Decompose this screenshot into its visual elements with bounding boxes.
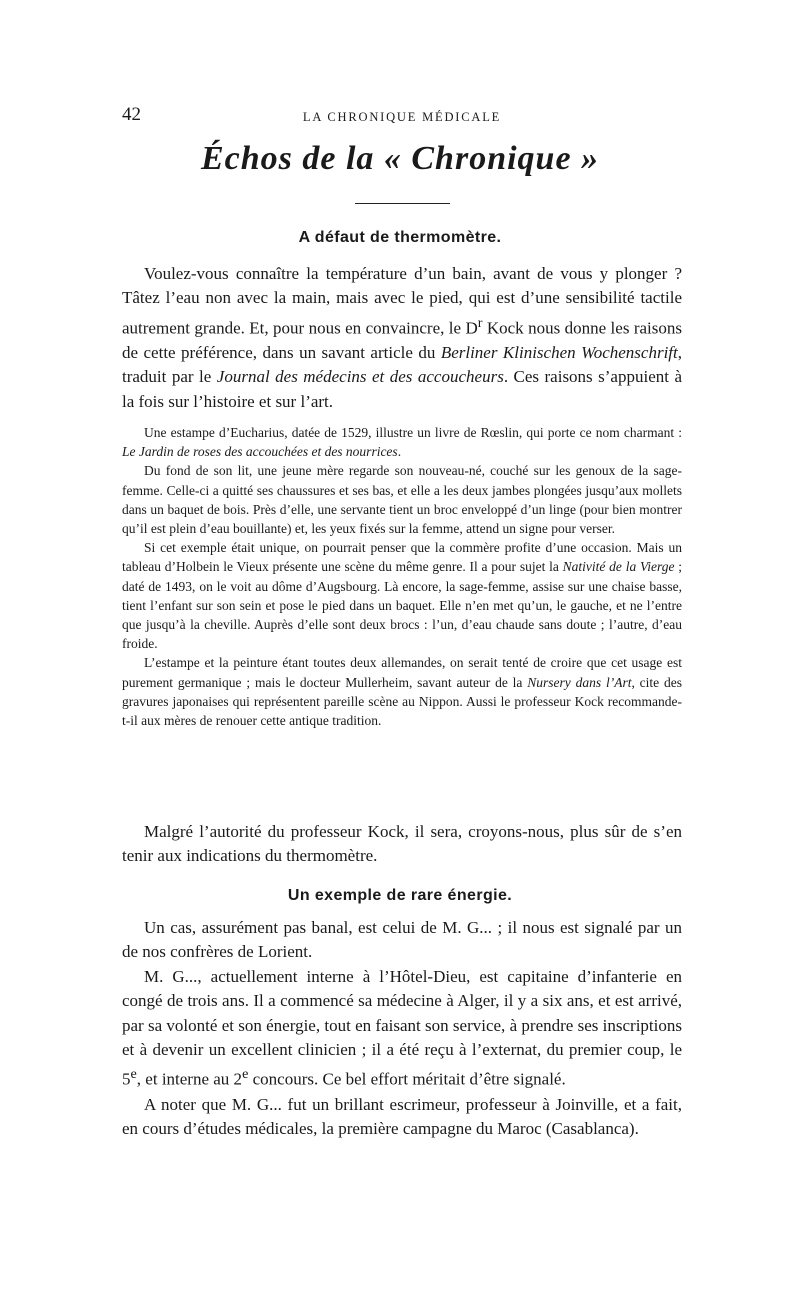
article-intro bbox=[122, 262, 682, 414]
article-body bbox=[122, 916, 682, 1141]
running-title: LA CHRONIQUE MÉDICALE bbox=[302, 110, 502, 124]
article-heading: A défaut de thermomètre. bbox=[298, 229, 502, 246]
journal-title: Berliner Klinischen Wochenschrift bbox=[440, 342, 678, 362]
text-run: Une estampe d’Eucharius, datée de 1529, illustre un livre de Rœslin, qui porte ce nom charmant : bbox=[144, 425, 682, 440]
text-run: Kock nous donne les raisons de cette préférence, dans un savant article du bbox=[122, 318, 682, 362]
text-run: concours. Ce bel effort méritait d’être signalé. bbox=[248, 1070, 566, 1090]
page-number: 42 bbox=[122, 104, 141, 125]
paragraph bbox=[122, 262, 682, 414]
paragraph bbox=[122, 538, 682, 653]
text-run: Voulez-vous connaître la température d’un bain, avant de vous y plonger ? Tâtez l’eau non avec la main, mais avec le pied, qui est d’une sensibilité tactile autrement grande. Et, pour nous en convaincre, le D bbox=[122, 264, 682, 338]
book-title: Le Jardin de roses des accouchées et des nourrices bbox=[122, 444, 398, 460]
text-run: , traduit par le bbox=[122, 342, 682, 387]
text-run: , cite des gravures japonaises qui représentent pareille scène au Nippon. Aussi le professeur Kock recommande-t-il aux mères de renouer cette antique tradition. bbox=[122, 674, 682, 729]
superscript: r bbox=[477, 314, 483, 331]
work-title: Nursery dans l’Art bbox=[527, 674, 632, 690]
text-run: , et interne au 2 bbox=[136, 1070, 243, 1090]
paragraph: Du fond de son lit, une jeune mère regarde son nouveau-né, couché sur les genoux de la sage-femme. Celle-ci a quitté ses chaussures et ses bas, et elle a les deux jambes plongées jusqu’aux mollets dans un baquet de bois. Près d’elle, une servante tient un broc enveloppé d’un linge (pour bien montrer qu’il est plein d’eau bouillante) et, les yeux fixés sur la femme, attend un signe pour verser. bbox=[122, 463, 682, 537]
paragraph: A noter que M. G... fut un brillant escrimeur, professeur à Joinville, et a fait, en cours d’études médicales, la première campagne du Maroc (Casablanca). bbox=[122, 1094, 682, 1138]
paragraph: Un cas, assurément pas banal, est celui de M. G... ; il nous est signalé par un de nos confrères de Lorient. bbox=[122, 918, 682, 962]
text-run: ; daté de 1493, on le voit au dôme d’Augsbourg. Là encore, la sage-femme, assise sur une chaise basse, tient l’enfant sur son sein et pose le pied dans un baquet. Elle n’en met qu’un, le gauche, et ne l’entre que jusqu’à la cheville. Auprès d’elle sont deux brocs : l’un, d’eau chaude sans doute ; l’autre, d’eau froide. bbox=[122, 559, 682, 652]
painting-title: Nativité de la Vierge bbox=[562, 559, 675, 575]
text-run: . bbox=[397, 444, 402, 460]
journal-title: Journal des médecins et des accoucheurs bbox=[216, 367, 504, 387]
text-run: M. G..., actuellement interne à l’Hôtel-Dieu, est capitaine d’infanterie en congé de trois ans. Il a commencé sa médecine à Alger, il y a six ans, et est arrivé, par sa volonté et son énergie, tout en faisant son service, à prendre ses inscriptions et à devenir un excellent clinicien ; il a été reçu à l’externat, du premier coup, le 5 bbox=[122, 966, 682, 1090]
paragraph bbox=[122, 423, 682, 461]
page-header bbox=[122, 104, 682, 128]
text-run: L’estampe et la peinture étant toutes deux allemandes, on serait tenté de croire que cet usage est purement germanique ; mais le docteur Mullerheim, savant auteur de la bbox=[122, 655, 682, 690]
article-heading: Un exemple de rare énergie. bbox=[287, 887, 513, 904]
paragraph bbox=[122, 965, 682, 1093]
text-run: Si cet exemple était unique, on pourrait penser que la commère profite d’une occasion. Mais un tableau d’Holbein le Vieux présente une scène du même genre. Il a pour sujet la bbox=[122, 540, 682, 575]
section-title: Échos de la « Chronique » bbox=[200, 140, 600, 177]
paragraph: Malgré l’autorité du professeur Kock, il sera, croyons-nous, plus sûr de s’en tenir aux indications du thermomètre. bbox=[122, 822, 682, 866]
superscript: e bbox=[130, 1066, 137, 1083]
superscript: e bbox=[242, 1066, 249, 1083]
paragraph bbox=[122, 653, 682, 730]
quoted-passage bbox=[122, 423, 682, 730]
title-divider bbox=[355, 203, 450, 204]
text-run: . Ces raisons s’appuient à la fois sur l’histoire et sur l’art. bbox=[122, 367, 682, 411]
article-conclusion bbox=[122, 820, 682, 869]
